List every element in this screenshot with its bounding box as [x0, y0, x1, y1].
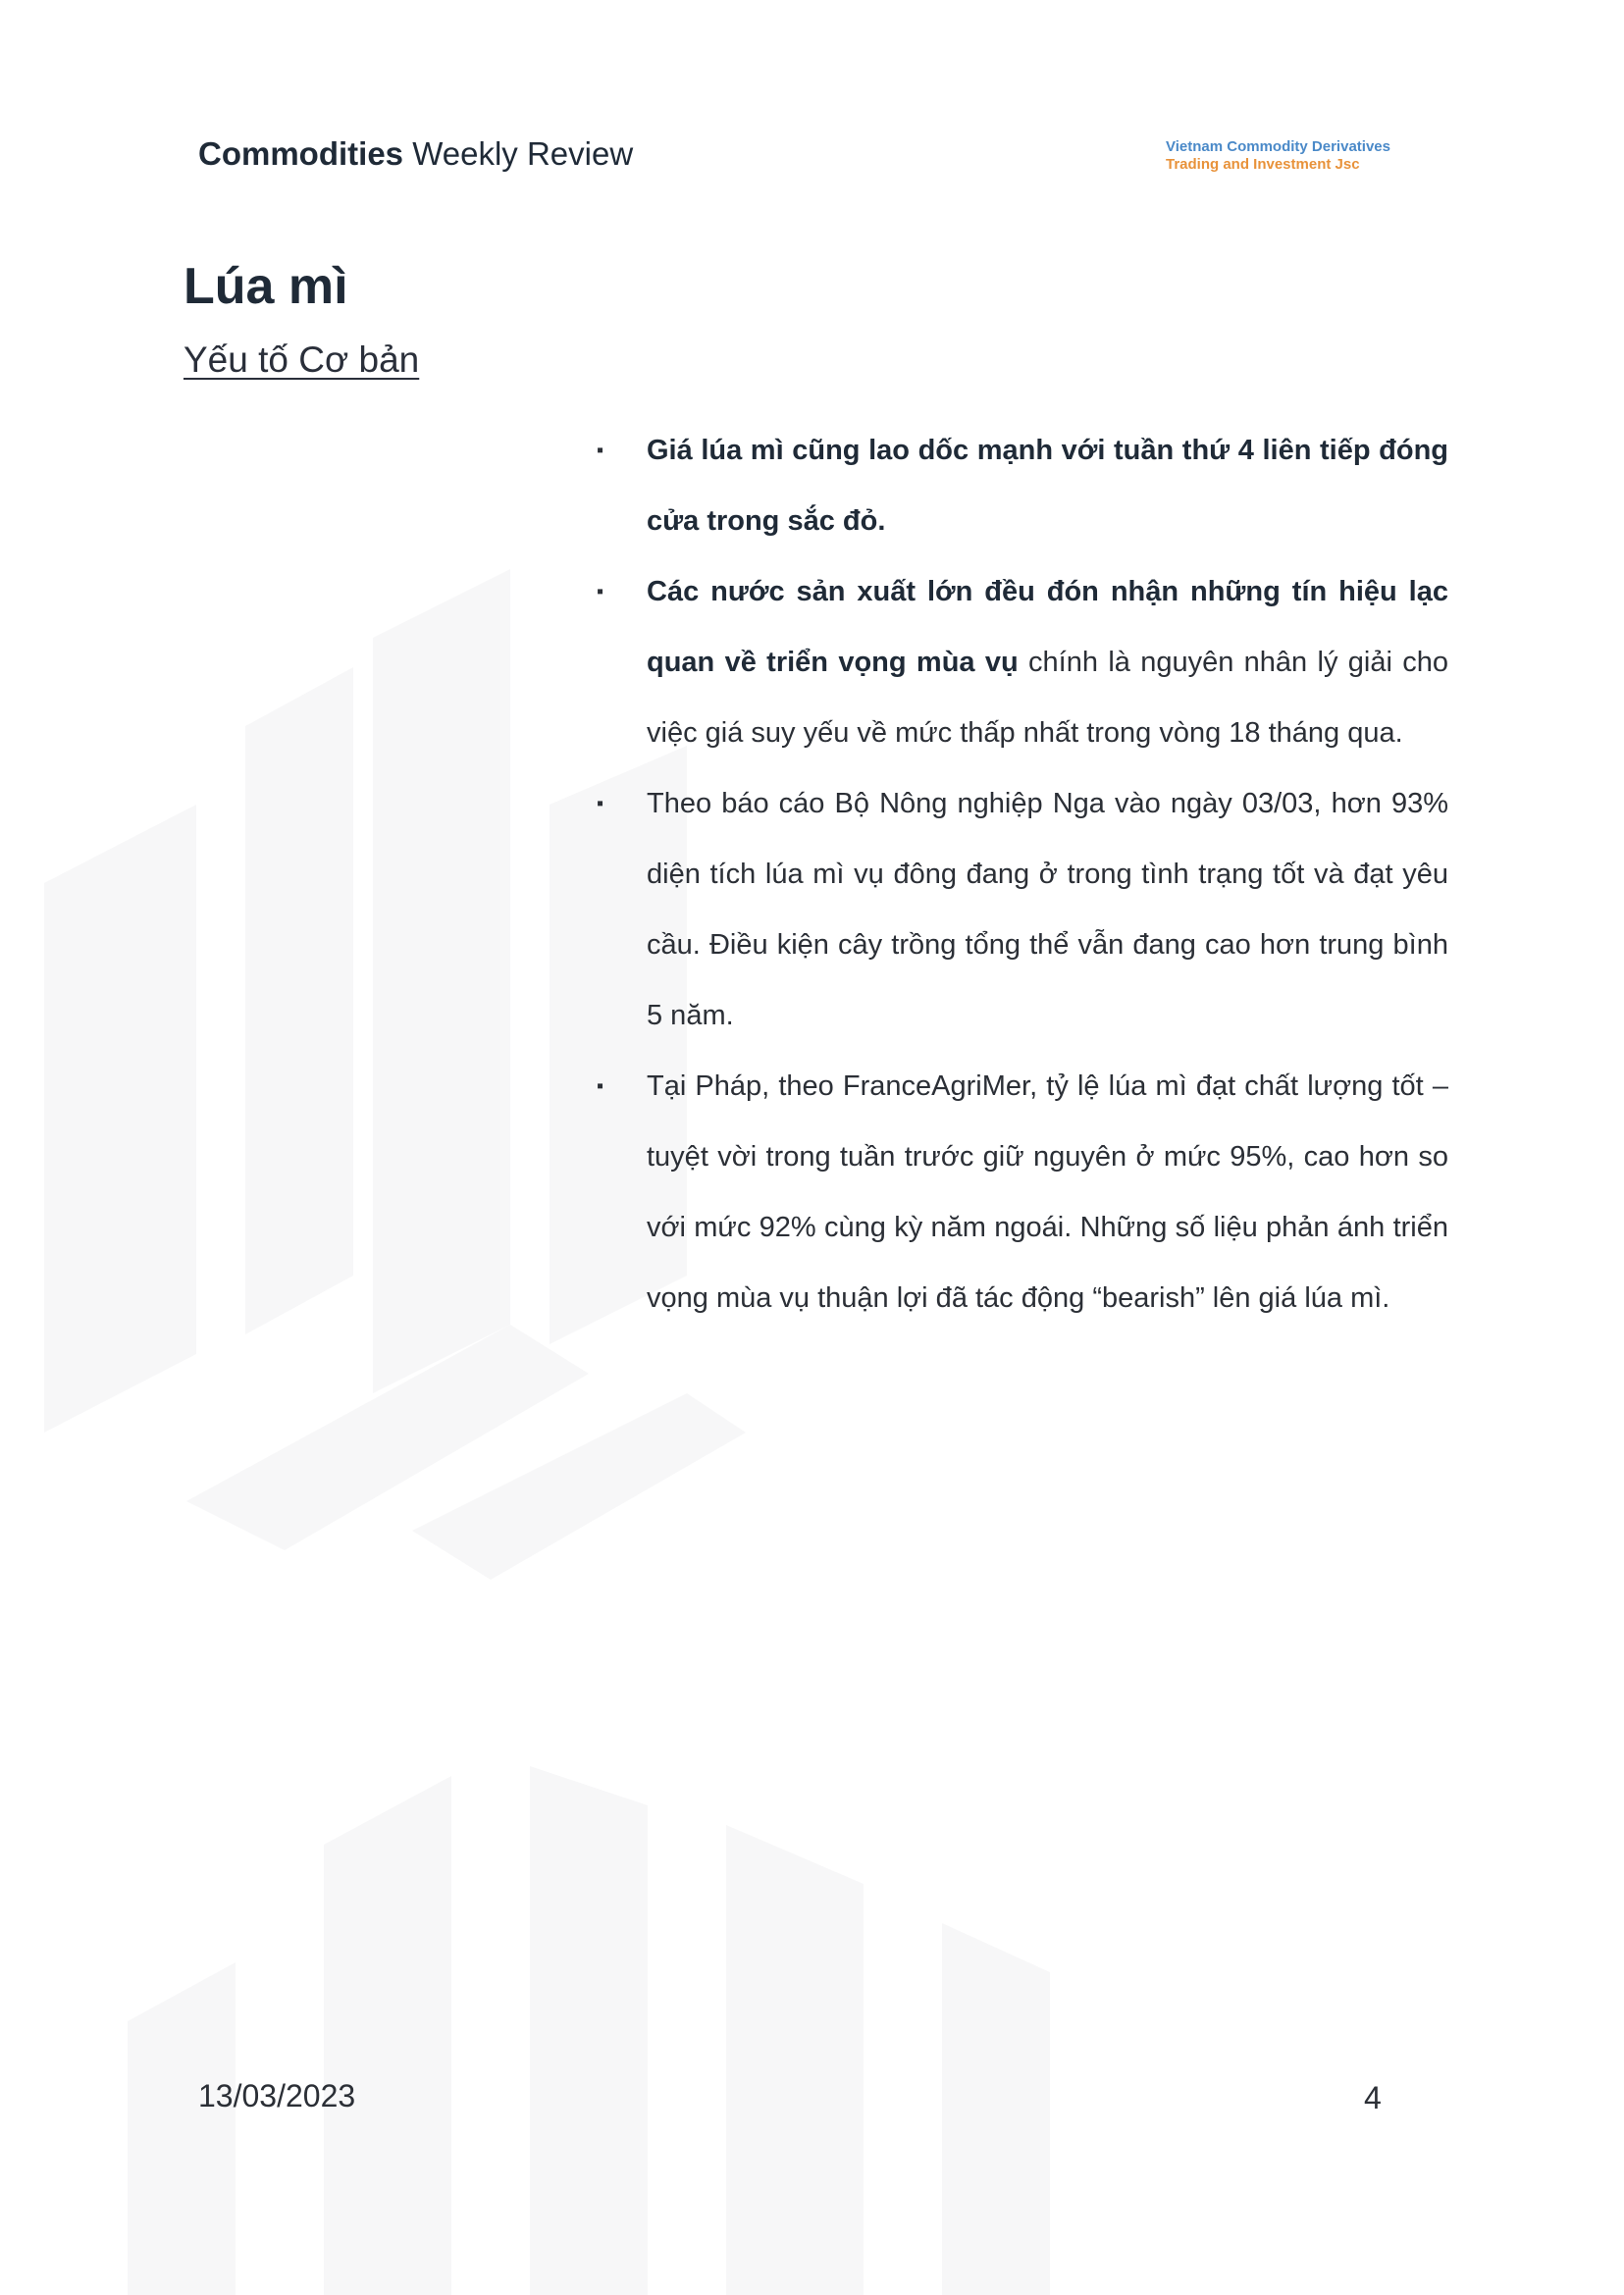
- section-subtitle: Yếu tố Cơ bản: [183, 339, 420, 380]
- logo-line-1: Vietnam Commodity Derivatives: [1166, 138, 1390, 155]
- bullet-text: Theo báo cáo Bộ Nông nghiệp Nga vào ngày 03/03, hơn 93% diện tích lúa mì vụ đông đang ở trong tình trạng tốt và đạt yêu cầu. Điều kiện cây trồng tổng thể vẫn đang cao hơn trung bình 5 năm.: [647, 788, 1448, 1031]
- footer-date: 13/03/2023: [198, 2078, 356, 2113]
- bullet-item: [593, 556, 1448, 768]
- bullet-marker-icon: ▪: [597, 1075, 604, 1097]
- bullet-bold-text: Giá lúa mì cũng lao dốc mạnh với tuần thứ 4 liên tiếp đóng cửa trong sắc đỏ.: [647, 435, 1448, 537]
- report-title: [198, 135, 633, 173]
- logo-line-2: Trading and Investment Jsc: [1166, 156, 1360, 173]
- bullet-text: chính là nguyên nhân lý giải cho việc giá suy yếu về mức thấp nhất trong vòng 18 tháng qua.: [647, 647, 1448, 749]
- company-logo: [1166, 138, 1401, 174]
- page-number: 4: [1364, 2080, 1382, 2115]
- report-title-strong: Commodities: [198, 135, 404, 172]
- bullet-item: [593, 1051, 1448, 1333]
- section-title: Lúa mì: [183, 258, 348, 315]
- bullet-item: [593, 415, 1448, 556]
- bullet-marker-icon: ▪: [597, 581, 604, 602]
- bullet-marker-icon: ▪: [597, 793, 604, 814]
- report-title-light: Weekly Review: [412, 135, 634, 172]
- bullet-item: [593, 768, 1448, 1051]
- bullet-list: [593, 415, 1448, 1333]
- bullet-marker-icon: ▪: [597, 440, 604, 461]
- bullet-bold-text: Các nước sản xuất lớn đều đón nhận những tín hiệu lạc quan về triển vọng mùa vụ: [647, 576, 1448, 678]
- bullet-text: Tại Pháp, theo FranceAgriMer, tỷ lệ lúa mì đạt chất lượng tốt – tuyệt vời trong tuần trước giữ nguyên ở mức 95%, cao hơn so với mức 92% cùng kỳ năm ngoái. Những số liệu phản ánh triển vọng mùa vụ thuận lợi đã tác động “bearish” lên giá lúa mì.: [647, 1070, 1448, 1314]
